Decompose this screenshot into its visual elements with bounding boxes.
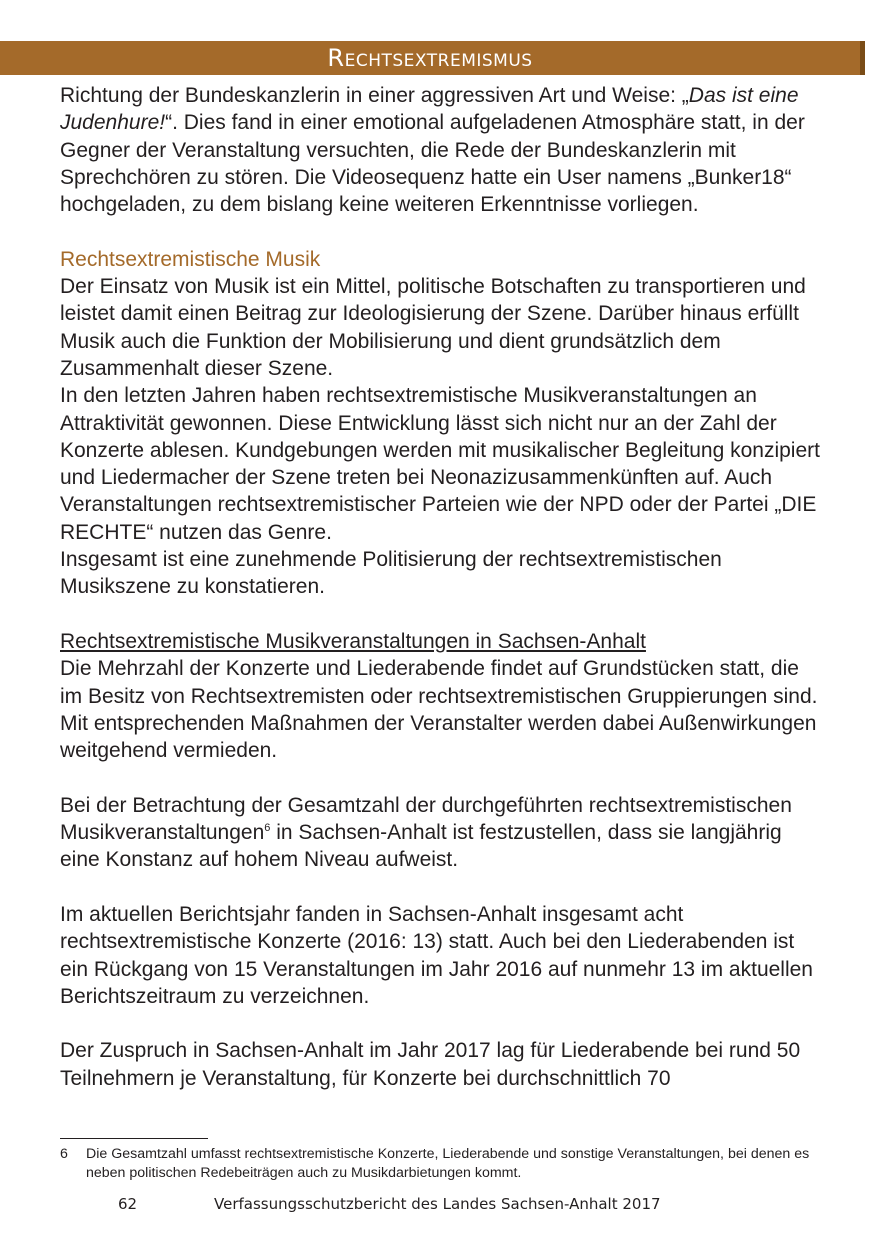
footer-title: Verfassungsschutzbericht des Landes Sachsen-Anhalt 2017 (214, 1195, 661, 1213)
paragraph-4: Insgesamt ist eine zunehmende Politisierung der rechtsextremistischen Musikszene zu konstatieren. (60, 548, 722, 599)
footnote-number: 6 (60, 1146, 68, 1162)
paragraph-1-start: Richtung der Bundeskanzlerin in einer aggressiven Art und Weise: „ (60, 84, 689, 107)
sub-heading-sachsen-anhalt: Rechtsextremistische Musikveranstaltungen in Sachsen-Anhalt (60, 629, 646, 653)
paragraph-6 (60, 792, 820, 874)
paragraph-1 (60, 82, 820, 218)
paragraph-5: Die Mehrzahl der Konzerte und Liederabende findet auf Grundstücken statt, die im Besitz von Rechtsextremisten oder rechtsextremistischen Gruppierungen sind. Mit entsprechenden Maßnahmen der Veranstalter werden dabei Außenwirkungen weitgehend vermieden. (60, 657, 818, 763)
paragraph-3: In den letzten Jahren haben rechtsextremistische Musikveranstaltungen an Attraktivität gewonnen. Diese Entwicklung lässt sich nicht nur an der Zahl der Konzerte ablesen. Kundgebungen werden mit musikalischer Begleitung konzipiert und Liedermacher der Szene treten bei Neonazizusammenkünften auf. Auch Veranstaltungen rechtsextremistischer Parteien wie der NPD oder der Partei „DIE RECHTE“ nutzen das Genre. (60, 384, 820, 544)
quote-italic: Das ist eine Judenhure! (60, 84, 799, 135)
body-text (60, 82, 820, 1092)
chapter-header-bar (0, 41, 865, 75)
page-number: 62 (118, 1195, 138, 1213)
paragraph-2: Der Einsatz von Musik ist ein Mittel, politische Botschaften zu transportieren und leistet damit einen Beitrag zur Ideologisierung der Szene. Darüber hinaus erfüllt Musik auch die Funktion der Mobilisierung und dient grundsätzlich dem Zusammenhalt dieser Szene. (60, 275, 806, 380)
spacer (60, 218, 820, 245)
footnote-text: Die Gesamtzahl umfasst rechtsextremistische Konzerte, Liederabende und sonstige Veranstaltungen, bei denen es neben politischen Redebeiträgen auch zu Musikdarbietungen kommt. (86, 1146, 810, 1181)
paragraph-7: Im aktuellen Berichtsjahr fanden in Sachsen-Anhalt insgesamt acht rechtsextremistische Konzerte (2016: 13) statt. Auch bei den Liederabenden ist ein Rückgang von 15 Veranstaltungen im Jahr 2016 auf nunmehr 13 im aktuellen Berichtszeitraum zu verzeichnen. (60, 902, 813, 1008)
spacer (60, 764, 820, 791)
paragraph-1-end: “. Dies fand in einer emotional aufgeladenen Atmosphäre statt, in der Gegner der Veranstaltung versuchten, die Rede der Bundeskanzlerin mit Sprechchören zu stören. Die Videosequenz hatte ein User namens „Bunker18“ hochgeladen, zu dem bislang keine weiteren Erkenntnisse vorliegen. (60, 111, 805, 217)
footnote (60, 1145, 820, 1183)
footnote-divider (60, 1138, 208, 1139)
spacer (60, 1010, 820, 1037)
section-heading-music: Rechtsextremistische Musik (60, 247, 321, 271)
spacer (60, 601, 820, 628)
paragraph-6-end: in Sachsen-Anhalt ist festzustellen, dass sie langjährig eine Konstanz auf hohem Niveau aufweist. (60, 821, 782, 872)
spacer (60, 874, 820, 901)
paragraph-8: Der Zuspruch in Sachsen-Anhalt im Jahr 2017 lag für Liederabende bei rund 50 Teilnehmern je Veranstaltung, für Konzerte bei durchschnittlich 70 (60, 1039, 801, 1090)
chapter-title: Rechtsextremismus (327, 44, 533, 72)
footnote-reference[interactable]: 6 (264, 822, 271, 835)
paragraph-6-start: Bei der Betrachtung der Gesamtzahl der durchgeführten rechtsextremistischen Musikveranstaltungen (60, 793, 792, 845)
